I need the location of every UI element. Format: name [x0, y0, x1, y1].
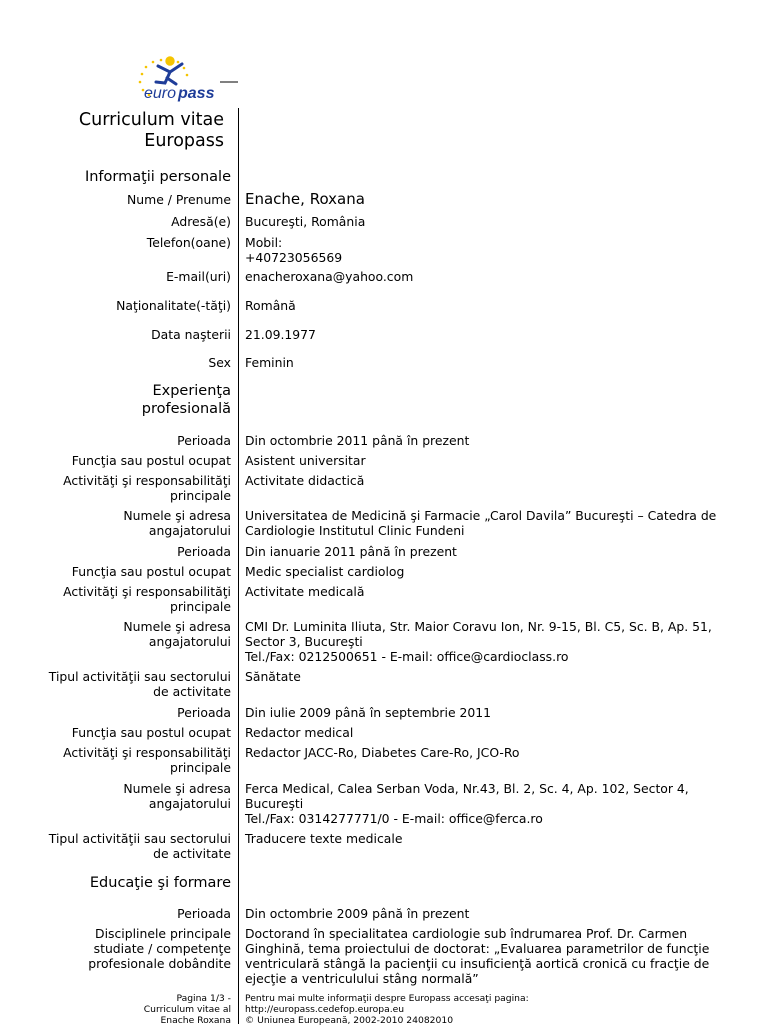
- cv-title: Curriculum vitae Europass: [78, 110, 224, 151]
- logo-pass-text: pass: [178, 85, 215, 102]
- job2-period-label: Perioada: [177, 544, 231, 559]
- email-value: enacheroxana@yahoo.com: [245, 269, 414, 284]
- sex-value: Feminin: [245, 355, 294, 370]
- job1-period: Din octombrie 2011 până în prezent: [245, 433, 470, 448]
- job2-activities-label: Activităţi şi responsabilităţi principale: [63, 584, 231, 614]
- nationality-value: Română: [245, 298, 296, 313]
- job2-employer-label: Numele şi adresa angajatorului: [123, 619, 231, 649]
- phone-label: Telefon(oane): [146, 235, 231, 250]
- sex-label: Sex: [208, 355, 231, 370]
- personal-heading: Informaţii personale: [84, 169, 231, 185]
- birth-value: 21.09.1977: [245, 327, 316, 342]
- job1-position: Asistent universitar: [245, 453, 366, 468]
- education-period-label: Perioada: [177, 906, 231, 921]
- job1-position-label: Funcţia sau postul ocupat: [71, 453, 231, 468]
- logo-euro-text: euro: [144, 85, 177, 102]
- education-subjects-label: Disciplinele principale studiate / competenţe profesionale dobândite: [88, 926, 231, 971]
- job2-activities: Activitate medicală: [245, 584, 365, 599]
- job1-employer-label: Numele şi adresa angajatorului: [123, 508, 231, 538]
- footer-europass-info: Pentru mai multe informaţii despre Europass accesaţi pagina: http://europass.cedefop.europa.eu © Uniunea Europeană, 2002-2010 24082010: [245, 993, 529, 1026]
- job2-sector: Sănătate: [245, 669, 301, 684]
- nationality-label: Naţionalitate(-tăţi): [116, 298, 231, 313]
- job2-sector-label: Tipul activităţii sau sectorului de activitate: [48, 669, 231, 699]
- column-divider: [238, 108, 239, 1024]
- job1-activities: Activitate didactică: [245, 473, 365, 488]
- name-label: Nume / Prenume: [127, 192, 231, 207]
- job1-period-label: Perioada: [177, 433, 231, 448]
- job3-employer: Ferca Medical, Calea Serban Voda, Nr.43, Bl. 2, Sc. 4, Ap. 102, Sector 4, Bucureşti Tel./Fax: 0314277771/0 - E-mail: office@ferca.ro: [245, 781, 689, 826]
- job3-period: Din iulie 2009 până în septembrie 2011: [245, 705, 492, 720]
- education-heading: Educaţie şi formare: [89, 875, 231, 891]
- education-subjects: Doctorand în specialitatea cardiologie sub îndrumarea Prof. Dr. Carmen Ginghină, tema proiectului de doctorat: „Evaluarea parametrilor de funcţie ventriculară stângă la pacienţii cu insuficienţă aortică cronică cu fracţie de ejecţie a ventriculului stâng normală”: [245, 926, 710, 986]
- job3-activities-label: Activităţi şi responsabilităţi principale: [63, 745, 231, 775]
- job3-position-label: Funcţia sau postul ocupat: [71, 725, 231, 740]
- address-label: Adresă(e): [171, 214, 231, 229]
- email-label: E-mail(uri): [166, 269, 231, 284]
- address-value: Bucureşti, România: [245, 214, 366, 229]
- job2-period: Din ianuarie 2011 până în prezent: [245, 544, 457, 559]
- job3-period-label: Perioada: [177, 705, 231, 720]
- education-period: Din octombrie 2009 până în prezent: [245, 906, 470, 921]
- europass-logo: [132, 52, 240, 108]
- job3-position: Redactor medical: [245, 725, 354, 740]
- footer-page-info: Pagina 1/3 - Curriculum vitae al Enache Roxana: [143, 993, 231, 1026]
- job3-sector: Traducere texte medicale: [245, 831, 403, 846]
- name-value: Enache, Roxana: [245, 190, 365, 208]
- job2-position: Medic specialist cardiolog: [245, 564, 405, 579]
- job2-employer: CMI Dr. Luminita Iliuta, Str. Maior Coravu Ion, Nr. 9-15, Bl. C5, Sc. B, Ap. 51, Sector 3, Bucureşti Tel./Fax: 0212500651 - E-mail: office@cardioclass.ro: [245, 619, 712, 664]
- job3-activities: Redactor JACC-Ro, Diabetes Care-Ro, JCO-Ro: [245, 745, 520, 760]
- experience-heading: Experienţa profesională: [141, 383, 231, 417]
- job1-employer: Universitatea de Medicină şi Farmacie „Carol Davila” Bucureşti – Catedra de Cardiologie Institutul Clinic Fundeni: [245, 508, 717, 538]
- phone-value: Mobil: +40723056569: [245, 235, 343, 265]
- job3-employer-label: Numele şi adresa angajatorului: [123, 781, 231, 811]
- job3-sector-label: Tipul activităţii sau sectorului de activitate: [48, 831, 231, 861]
- birth-label: Data naşterii: [151, 327, 231, 342]
- job1-activities-label: Activităţi şi responsabilităţi principale: [63, 473, 231, 503]
- job2-position-label: Funcţia sau postul ocupat: [71, 564, 231, 579]
